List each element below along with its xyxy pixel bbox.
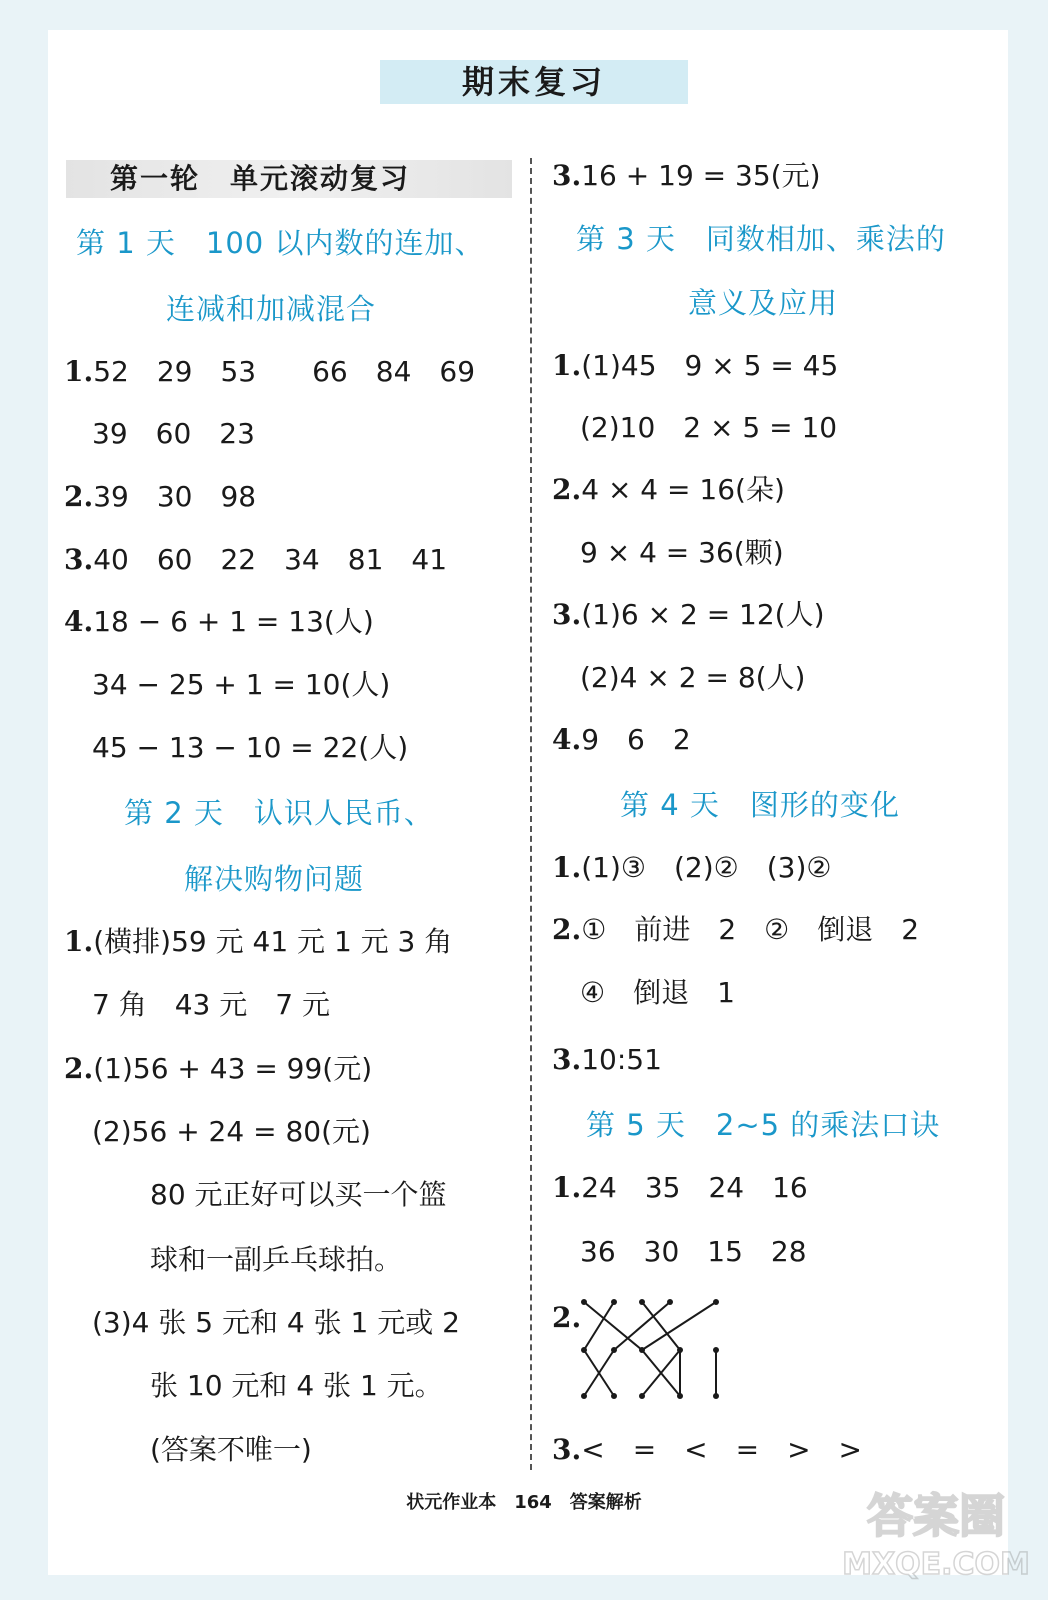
d2-q2: 2.(1)56 + 43 = 99(元) <box>64 1052 373 1085</box>
day4-heading: 第 4 天 图形的变化 <box>620 788 900 822</box>
d4-q2-line2: ④ 倒退 1 <box>580 976 735 1009</box>
d2-q2-line2: (2)56 + 24 = 80(元) <box>92 1115 371 1148</box>
prev-q3: 3.16 + 19 = 35(元) <box>552 159 821 192</box>
day2-heading-line1: 第 2 天 认识人民币、 <box>124 796 434 830</box>
day5-heading: 第 5 天 2~5 的乘法口诀 <box>586 1108 941 1142</box>
d5-q1-line2: 36 30 15 28 <box>580 1235 807 1268</box>
d1-q3: 3.40 60 22 34 81 41 <box>64 543 448 576</box>
d5-q2-number: 2. <box>552 1301 582 1334</box>
d1-q4-line2: 34 − 25 + 1 = 10(人) <box>92 668 391 701</box>
watermark-line2: MXQE.COM <box>842 1547 1030 1582</box>
d1-q4-line3: 45 − 13 − 10 = 22(人) <box>92 731 409 764</box>
match-dot <box>667 1299 673 1305</box>
match-dot <box>713 1299 719 1305</box>
match-line <box>584 1302 614 1350</box>
d4-q3: 3.10:51 <box>552 1043 662 1076</box>
d5-q3: 3.< = < = > > <box>552 1433 863 1466</box>
d2-q2-line7: (答案不唯一) <box>150 1433 312 1466</box>
d2-q2-line4: 球和一副乒乓球拍。 <box>150 1243 403 1276</box>
page-title: 期末复习 <box>380 60 688 104</box>
d3-q3: 3.(1)6 × 2 = 12(人) <box>552 598 825 631</box>
match-dot <box>581 1299 587 1305</box>
day3-heading-line1: 第 3 天 同数相加、乘法的 <box>576 222 946 256</box>
watermark-line1: 答案圈 <box>867 1489 1005 1543</box>
column-divider <box>530 158 532 1470</box>
match-dot <box>611 1393 617 1399</box>
d1-q1-line2: 39 60 23 <box>92 417 255 450</box>
match-dot <box>639 1299 645 1305</box>
match-dot <box>639 1347 645 1353</box>
match-dot <box>611 1299 617 1305</box>
d3-q3-line2: (2)4 × 2 = 8(人) <box>580 661 806 694</box>
match-dot <box>639 1393 645 1399</box>
d3-q1-line2: (2)10 2 × 5 = 10 <box>580 411 838 444</box>
d1-q2: 2.39 30 98 <box>64 480 257 513</box>
d4-q1: 1.(1)③ (2)② (3)② <box>552 851 832 884</box>
d4-q2: 2.① 前进 2 ② 倒退 2 <box>552 913 920 946</box>
match-dot <box>677 1393 683 1399</box>
match-dot <box>611 1347 617 1353</box>
round-heading: 第一轮 单元滚动复习 <box>66 160 512 198</box>
match-dot <box>581 1347 587 1353</box>
watermark-logo <box>836 1470 1036 1590</box>
d3-q4: 4.9 6 2 <box>552 723 691 756</box>
page-footer: 状元作业本 164 答案解析 <box>406 1492 642 1513</box>
d1-q1: 1.52 29 53 66 84 69 <box>64 355 476 388</box>
day2-heading-line2: 解决购物问题 <box>184 862 365 896</box>
match-dot <box>713 1393 719 1399</box>
d2-q1: 1.(横排)59 元 41 元 1 元 3 角 <box>64 925 453 958</box>
day3-heading-line2: 意义及应用 <box>688 286 839 320</box>
d2-q1-line2: 7 角 43 元 7 元 <box>92 988 330 1021</box>
d5-q1: 1.24 35 24 16 <box>552 1171 808 1204</box>
d1-q4: 4.18 − 6 + 1 = 13(人) <box>64 605 374 638</box>
d3-q2-line2: 9 × 4 = 36(颗) <box>580 536 784 569</box>
d2-q2-line6: 张 10 元和 4 张 1 元。 <box>150 1369 443 1402</box>
day1-heading-line1: 第 1 天 100 以内数的连加、 <box>76 226 485 260</box>
d2-q2-line5: (3)4 张 5 元和 4 张 1 元或 2 <box>92 1306 460 1339</box>
match-dot <box>677 1347 683 1353</box>
match-dot <box>713 1347 719 1353</box>
d2-q2-line3: 80 元正好可以买一个篮 <box>150 1178 447 1211</box>
match-dot <box>581 1393 587 1399</box>
d3-q1: 1.(1)45 9 × 5 = 45 <box>552 349 839 382</box>
match-line <box>642 1302 716 1350</box>
matching-lines-diagram <box>570 1292 730 1412</box>
match-line <box>584 1302 642 1350</box>
d3-q2: 2.4 × 4 = 16(朵) <box>552 473 785 506</box>
day1-heading-line2: 连减和加减混合 <box>166 292 377 326</box>
